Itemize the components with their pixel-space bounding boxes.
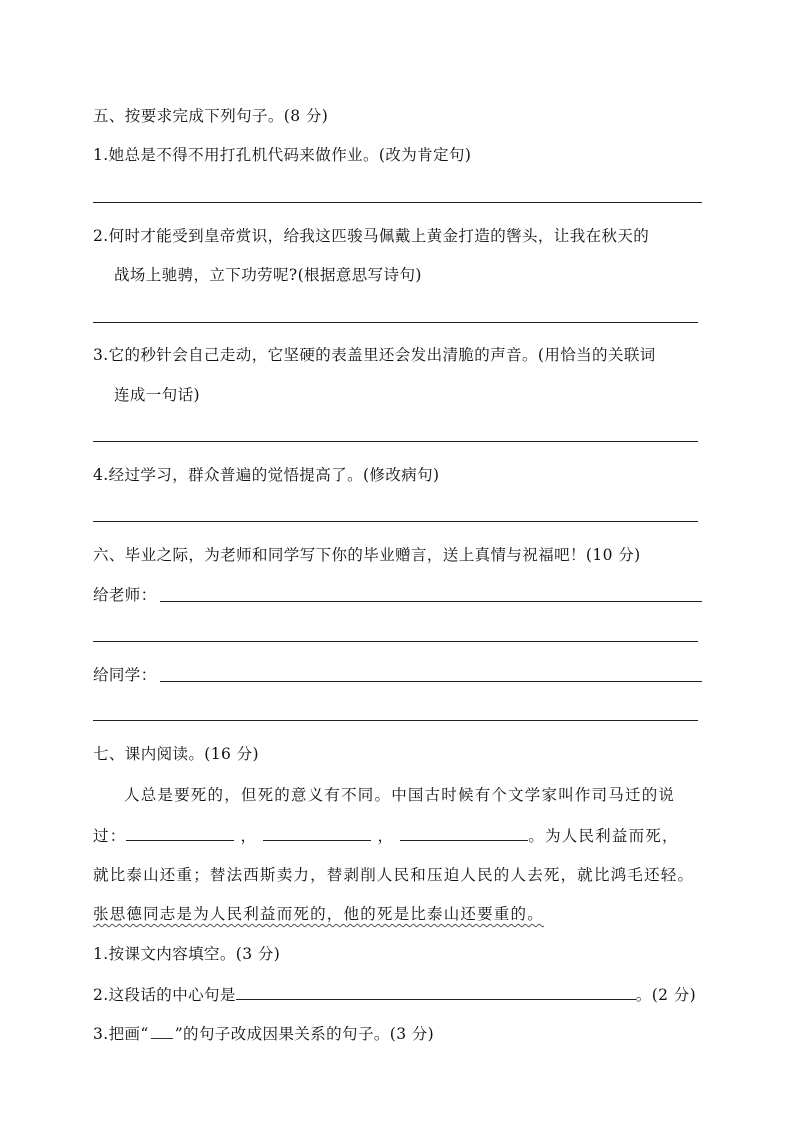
central-sentence-blank[interactable] <box>236 984 636 1000</box>
passage-line-4-underlined: 张思德同志是为人民利益而死的，他的死是比泰山还要重的。 <box>93 905 544 923</box>
fill-blank-3[interactable] <box>400 825 528 841</box>
passage-line-3: 就比泰山还重；替法西斯卖力，替剥削人民和压迫人民的人去死，就比鸿毛还轻。 <box>93 866 695 884</box>
answer-line-q4[interactable] <box>93 521 698 522</box>
fill-blank-1[interactable] <box>126 825 234 841</box>
passage-comma-2: ， <box>377 827 395 845</box>
teacher-answer-line-2[interactable] <box>93 641 698 642</box>
section5-q4: 4.经过学习，群众普遍的觉悟提高了。(修改病句) <box>93 466 440 484</box>
section5-q1: 1.她总是不得不用打孔机代码来做作业。(改为肯定句) <box>93 146 472 164</box>
section5-q2-line2: 战场上驰骋，立下功劳呢?(根据意思写诗句) <box>114 266 422 284</box>
section5-q3-line1: 3.它的秒针会自己走动，它坚硬的表盖里还会发出清脆的声音。(用恰当的关联词 <box>93 346 656 364</box>
passage-line-2-start: 过： <box>93 827 127 845</box>
passage-line-4-wrap <box>93 904 544 924</box>
underline-mark-sample <box>151 1026 173 1039</box>
classmate-label: 给同学： <box>93 666 157 684</box>
section5-q3-line2: 连成一句话) <box>114 386 200 404</box>
answer-line-q1[interactable] <box>93 202 702 203</box>
fill-blank-2[interactable] <box>263 825 371 841</box>
section7-q3 <box>93 1024 434 1044</box>
teacher-answer-line-1[interactable] <box>160 601 702 602</box>
teacher-label: 给老师： <box>93 586 157 604</box>
classmate-answer-line-2[interactable] <box>93 720 698 721</box>
section7-q1: 1.按课文内容填空。(3 分) <box>93 945 281 963</box>
passage-line-2 <box>93 825 679 846</box>
passage-line-2-end: 。为人民利益而死， <box>528 827 679 845</box>
section7-q3-end: ”的句子改成因果关系的句子。(3 分) <box>174 1025 435 1043</box>
section5-heading: 五、按要求完成下列句子。(8 分) <box>93 107 329 125</box>
section7-q2-start: 2.这段话的中心句是 <box>93 986 236 1004</box>
classmate-answer-line-1[interactable] <box>160 681 702 682</box>
answer-line-q3[interactable] <box>93 441 698 442</box>
section7-heading: 七、课内阅读。(16 分) <box>93 745 259 763</box>
answer-line-q2[interactable] <box>93 322 698 323</box>
passage-line-1: 人总是要死的，但死的意义有不同。中国古时候有个文学家叫作司马迁的说 <box>124 786 676 804</box>
section7-q2-end: 。(2 分) <box>635 986 697 1004</box>
section6-heading: 六、毕业之际，为老师和同学写下你的毕业赠言，送上真情与祝福吧！(10 分) <box>93 546 641 564</box>
section5-q2-line1: 2.何时才能受到皇帝赏识，给我这匹骏马佩戴上黄金打造的辔头，让我在秋天的 <box>93 227 650 245</box>
section7-q3-start: 3.把画“ <box>93 1025 149 1043</box>
section7-q2 <box>93 984 696 1005</box>
passage-comma-1: ， <box>240 827 258 845</box>
